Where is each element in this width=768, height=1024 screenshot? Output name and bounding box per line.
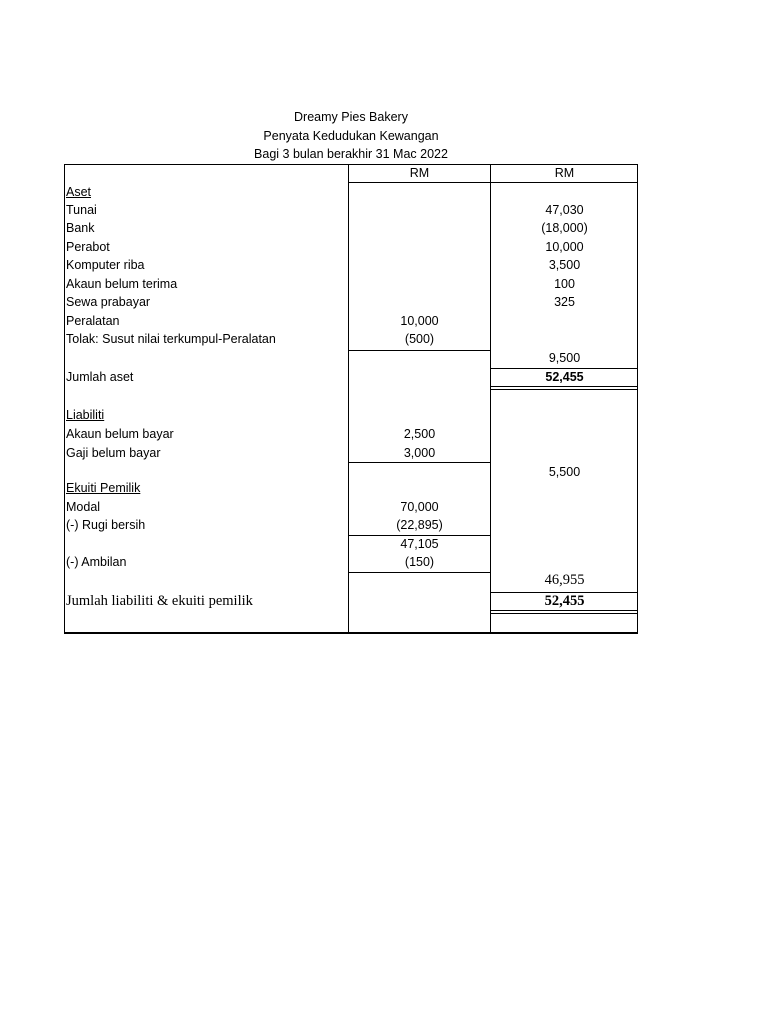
statement-title: Penyata Kedudukan Kewangan — [263, 128, 439, 143]
rule-asset-total-double-2 — [490, 389, 638, 390]
asset-label: Peralatan — [66, 314, 120, 328]
equity-amount: (22,895) — [396, 518, 443, 532]
liability-amount: 3,000 — [403, 446, 436, 460]
rule-peralatan — [348, 350, 490, 351]
total-liabilities-amount: 5,500 — [548, 465, 581, 479]
equity-label: Modal — [66, 500, 101, 514]
equity-amount: (150) — [404, 555, 435, 569]
rule-grand-total-double-1 — [490, 610, 638, 611]
asset-amount: 47,030 — [545, 203, 584, 217]
asset-amount: 10,000 — [400, 314, 439, 328]
equity-label: (-) Ambilan — [66, 555, 127, 569]
liability-label: Akaun belum bayar — [66, 427, 174, 441]
assets-heading: Aset — [66, 185, 92, 199]
asset-amount: 3,500 — [548, 258, 581, 272]
total-assets-amount: 52,455 — [545, 370, 584, 384]
asset-amount: 10,000 — [545, 240, 584, 254]
rule-grand-total-double-2 — [490, 613, 638, 614]
total-equity-amount: 46,955 — [544, 572, 585, 588]
asset-label: Komputer riba — [66, 258, 145, 272]
grand-total-amount: 52,455 — [544, 593, 585, 609]
liability-amount: 2,500 — [403, 427, 436, 441]
rule-ambilan — [348, 572, 490, 573]
asset-label: Sewa prabayar — [66, 295, 151, 309]
header-rule — [348, 182, 638, 183]
rule-liability — [348, 462, 490, 463]
asset-amount: 325 — [554, 295, 575, 309]
statement-period: Bagi 3 bulan berakhir 31 Mac 2022 — [254, 147, 448, 161]
asset-amount: 100 — [554, 277, 575, 291]
bottom-rule — [64, 632, 638, 633]
asset-label: Perabot — [66, 240, 110, 254]
currency-header-right: RM — [554, 166, 575, 180]
asset-label: Tunai — [66, 203, 97, 217]
liabilities-heading: Liabiliti — [66, 408, 105, 422]
asset-amount: (18,000) — [541, 221, 588, 235]
equity-label: (-) Rugi bersih — [66, 518, 146, 532]
grand-total-label: Jumlah liabiliti & ekuiti pemilik — [66, 593, 253, 609]
total-assets-label: Jumlah aset — [66, 370, 134, 384]
equity-heading: Ekuiti Pemilik — [66, 481, 141, 495]
asset-label: Akaun belum terima — [66, 277, 178, 291]
currency-header-mid: RM — [409, 166, 430, 180]
asset-label: Tolak: Susut nilai terkumpul-Peralatan — [66, 332, 276, 346]
equity-subtotal-amount: 47,105 — [400, 537, 439, 551]
equity-amount: 70,000 — [400, 500, 439, 514]
statement-heading — [64, 108, 638, 164]
liability-label: Gaji belum bayar — [66, 446, 161, 460]
peralatan-net-amount: 9,500 — [548, 351, 581, 365]
company-name: Dreamy Pies Bakery — [294, 110, 408, 124]
asset-amount: (500) — [404, 332, 435, 346]
balance-sheet-table — [64, 164, 638, 634]
rule-asset-total-double-1 — [490, 386, 638, 387]
asset-label: Bank — [66, 221, 95, 235]
